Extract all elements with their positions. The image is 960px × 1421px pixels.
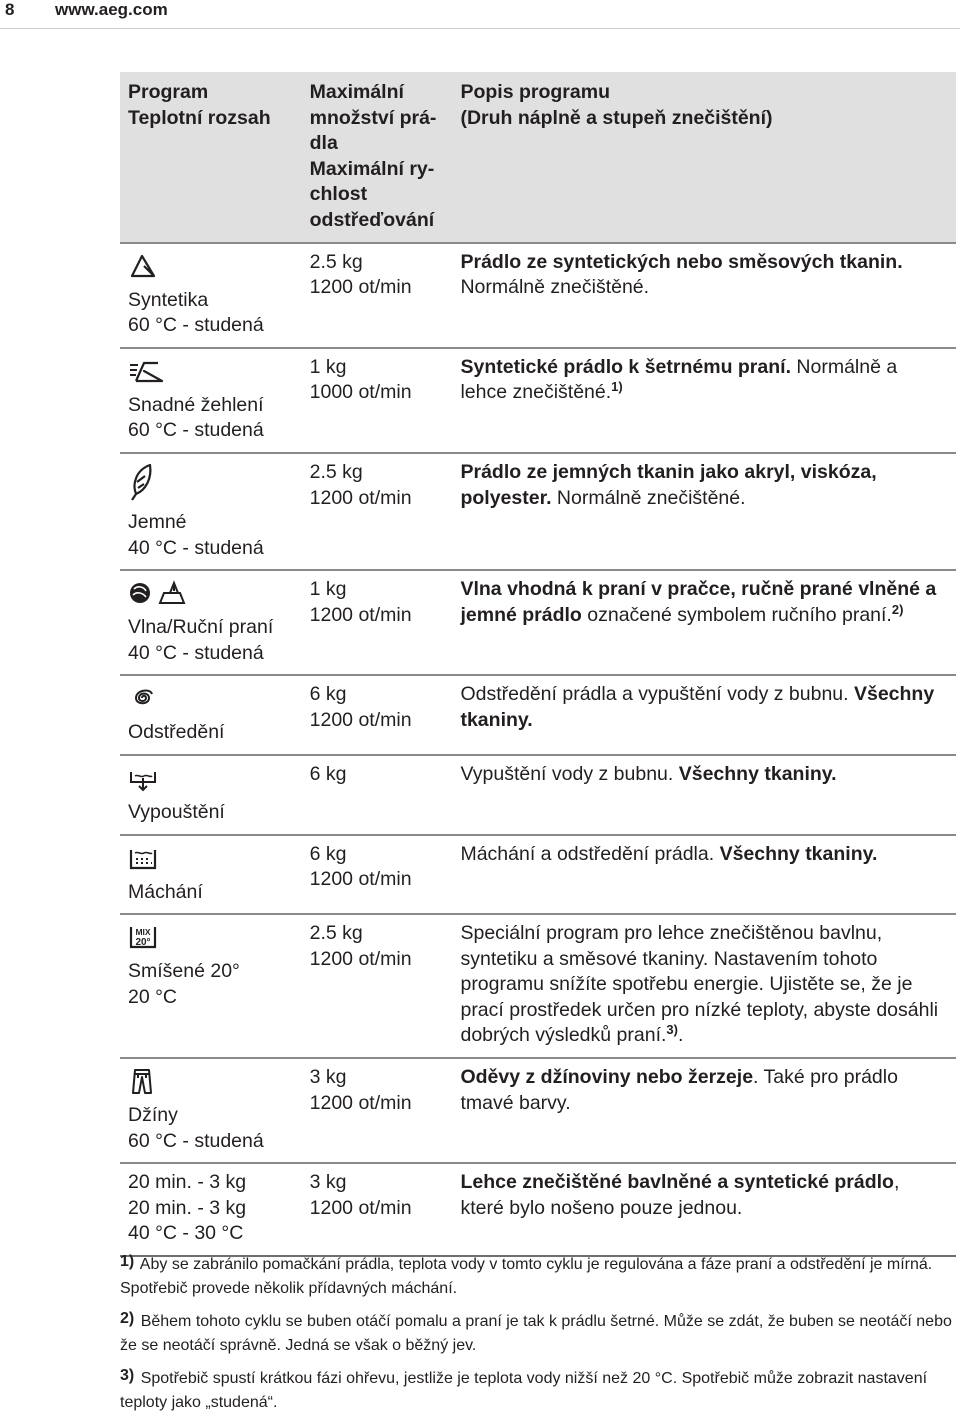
program-name: Džíny: [128, 1104, 178, 1127]
description-cell: Syntetické prádlo k šetrnému praní. Normálně a lehce znečištěné.$^{1)}$: [460, 355, 898, 404]
table-row: [120, 914, 956, 1058]
max-load: 6 kg: [309, 762, 347, 785]
table-row: [120, 243, 956, 348]
program-name: Odstředění: [128, 721, 225, 744]
table-row: [120, 570, 956, 675]
program-temp: 40 °C - studená: [128, 536, 264, 559]
max-load: 6 kg: [309, 842, 347, 865]
table-row: [120, 675, 956, 755]
program-name: Smíšené 20°: [128, 960, 240, 983]
feather-icon: [128, 462, 158, 502]
description-cell: Lehce znečištěné bavlněné a syntetické prádlo, které bylo nošeno pouze jednou.: [460, 1171, 900, 1219]
program-name: 20 min. - 3 kg: [128, 1171, 247, 1194]
header-divider: [0, 28, 960, 29]
program-name-secondary: 20 min. - 3 kg: [128, 1196, 247, 1219]
max-load: 3 kg: [309, 1171, 347, 1194]
description-cell: Oděvy z džínoviny nebo žerzeje. Také pro prádlo tmavé barvy.: [460, 1066, 898, 1114]
wool-handwash-icon: [128, 579, 188, 607]
load-cell: [302, 570, 453, 675]
program-temp: 60 °C - studená: [128, 1129, 264, 1152]
load-cell: [302, 755, 453, 835]
table-row: [120, 755, 956, 835]
program-temp: 60 °C - studená: [128, 314, 264, 337]
max-load: 2.5 kg: [309, 250, 363, 273]
max-spin: 1000 ot/min: [309, 381, 412, 404]
header-description: Popis programu (Druh náplně a stupeň znečištění): [460, 81, 773, 129]
program-temp: 40 °C - 30 °C: [128, 1222, 244, 1245]
program-name: Jemné: [128, 510, 187, 533]
max-spin: 1200 ot/min: [309, 1091, 412, 1114]
table-header-row: [120, 72, 956, 243]
program-name: Vypouštění: [128, 800, 225, 823]
program-cell: [120, 1163, 302, 1256]
description-cell: Prádlo ze syntetických nebo směsových tkanin. Normálně znečištěné.: [460, 250, 903, 299]
max-load: 1 kg: [309, 355, 347, 378]
program-temp: 60 °C - studená: [128, 419, 264, 442]
mix-icon-label: MIX: [135, 927, 151, 938]
program-cell: [120, 243, 302, 348]
load-cell: [302, 453, 453, 570]
mix-20-icon: [128, 923, 158, 951]
program-temp: 40 °C - studená: [128, 641, 264, 664]
program-cell: [120, 453, 302, 570]
max-load: 1 kg: [309, 578, 347, 601]
load-cell: [302, 1163, 453, 1256]
header-program: Program Teplotní rozsah: [128, 81, 271, 129]
load-cell: [302, 914, 453, 1058]
max-load: 2.5 kg: [309, 922, 363, 945]
footnote-2: 2) Během tohoto cyklu se buben otáčí pomalu a praní je tak k prádlu šetrné. Může se zdát, že buben se neotáčí nebo že se neotáčí správně. Jedná se však o běžný jev.: [120, 1310, 952, 1354]
easy-iron-icon: [128, 357, 158, 385]
max-spin: 1200 ot/min: [309, 708, 412, 731]
max-load: 6 kg: [309, 683, 347, 706]
program-name: Máchání: [128, 880, 203, 903]
footnote-ref: 1): [611, 379, 623, 395]
program-cell: [120, 835, 302, 915]
footnotes: [120, 1250, 956, 1421]
program-name: Syntetika: [128, 288, 209, 311]
site-url: www.aeg.com: [55, 0, 168, 19]
max-load: 3 kg: [309, 1066, 347, 1089]
load-cell: [302, 243, 453, 348]
program-table: [120, 72, 956, 1257]
header-load-spin: Maximální množství prá- dla Maximální ry- chlost odstřeďování: [309, 81, 437, 231]
footnote-3: 3) Spotřebič spustí krátkou fázi ohřevu, jestliže je teplota vody nižší než 20 °C. Spotřebič může zobrazit nastavení teploty jako „studená“.: [120, 1367, 928, 1411]
description-cell: Prádlo ze jemných tkanin jako akryl, viskóza, polyester. Normálně znečištěné.: [460, 460, 877, 509]
load-cell: [302, 675, 453, 755]
program-temp: 20 °C: [128, 985, 177, 1008]
table-row: [120, 348, 956, 453]
description-cell: Máchání a odstředění prádla. Všechny tkaniny.: [460, 842, 878, 865]
page-header: [0, 0, 960, 22]
program-name: Snadné žehlení: [128, 393, 264, 416]
jeans-icon: [128, 1067, 158, 1095]
program-cell: [120, 675, 302, 755]
rinse-icon: [128, 844, 158, 872]
page-number: 8: [5, 0, 15, 19]
description-cell: Vlna vhodná k praní v pračce, ručně prané vlněné a jemné prádlo označené symbolem ručního praní.$^{2)}$: [460, 578, 937, 626]
table-row: [120, 453, 956, 570]
synthetics-triangle-icon: [128, 252, 158, 280]
table-row: [120, 1163, 956, 1256]
table-row: [120, 1058, 956, 1163]
table-row: [120, 835, 956, 915]
max-load: 2.5 kg: [309, 460, 363, 483]
max-spin: 1200 ot/min: [309, 1196, 412, 1219]
program-cell: [120, 570, 302, 675]
drain-icon: [128, 764, 158, 792]
description-cell: Odstředění prádla a vypuštění vody z bubnu. Všechny tkaniny.: [460, 683, 935, 731]
footnote-ref: 2): [891, 601, 904, 617]
spin-icon: [128, 684, 158, 712]
program-cell: [120, 1058, 302, 1163]
max-spin: 1200 ot/min: [309, 868, 412, 891]
description-cell: Speciální program pro lehce znečištěnou bavlnu, syntetiku a směsové tkaniny. Nastavením tohoto programu snížíte spotřebu energie. Ujistěte se, že je prací prostředek určen pro nízké teploty, abyste dosáhli dobrých výsledků praní.$^{3)}$.: [460, 922, 939, 1047]
max-spin: 1200 ot/min: [309, 947, 412, 970]
load-cell: [302, 348, 453, 453]
mix-icon-temp: 20°: [135, 937, 151, 949]
table-header: [120, 72, 956, 243]
program-name: Vlna/Ruční praní: [128, 616, 274, 639]
load-cell: [302, 835, 453, 915]
max-spin: 1200 ot/min: [309, 486, 412, 509]
program-cell: [120, 755, 302, 835]
footnote-ref: 3): [666, 1022, 678, 1038]
max-spin: 1200 ot/min: [309, 276, 412, 299]
footnote-1: 1) Aby se zabránilo pomačkání prádla, teplota vody v tomto cyklu je regulována a fáze praní a odstředění je mírná. Spotřebič provede několik přídavných máchání.: [120, 1253, 933, 1297]
load-cell: [302, 1058, 453, 1163]
max-spin: 1200 ot/min: [309, 603, 412, 626]
program-cell: [120, 914, 302, 1058]
program-cell: [120, 348, 302, 453]
description-cell: Vypuštění vody z bubnu. Všechny tkaniny.: [460, 762, 837, 785]
